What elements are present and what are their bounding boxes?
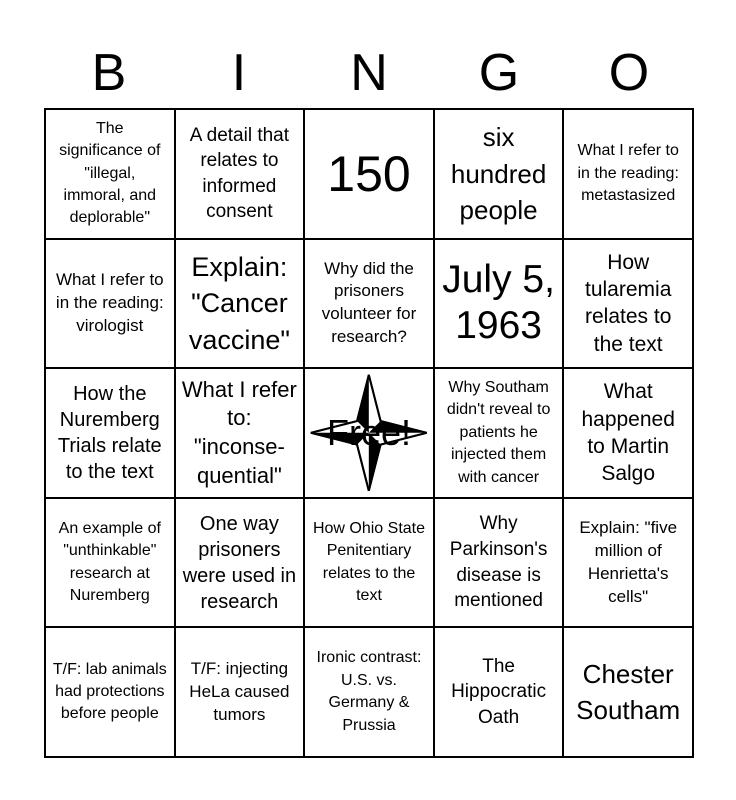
cell-text: A detail that relates to informed consent [189, 124, 290, 223]
cell-text: An example of "unthinkable" research at Nuremberg [58, 519, 161, 604]
bingo-cell-r2-c2[interactable] [175, 239, 305, 369]
cell-text: Explain: "five million of Henrietta's cells" [579, 517, 678, 606]
bingo-header [44, 40, 694, 106]
bingo-cell-r5-c3[interactable] [304, 627, 434, 757]
cell-text: What I refer to in the reading: virologist [55, 269, 164, 335]
bingo-cell-r4-c4[interactable] [434, 498, 564, 628]
bingo-cell-r5-c5[interactable] [563, 627, 693, 757]
cell-text: The significance of "illegal, immoral, and deplorable" [59, 119, 161, 227]
cell-text: T/F: injecting HeLa caused tumors [189, 658, 290, 724]
cell-text: How Ohio State Penitentiary relates to the text [312, 519, 426, 604]
header-letter-b: B [91, 44, 127, 102]
bingo-cell-r2-c4[interactable] [434, 239, 564, 369]
cell-text: What I refer to: "inconse-quential" [181, 376, 297, 488]
cell-text: 150 [327, 145, 411, 202]
free-space-label: Free! [326, 411, 411, 453]
cell-text: What I refer to in the reading: metastasized [577, 142, 679, 204]
bingo-cell-r3-c2[interactable] [175, 368, 305, 498]
bingo-cell-r4-c2[interactable] [175, 498, 305, 628]
cell-text: Chester Southam [576, 658, 681, 726]
cell-text: How tularemia relates to the text [585, 250, 672, 356]
bingo-cell-r4-c1[interactable] [45, 498, 175, 628]
cell-text: What happened to Martin Salgo [581, 380, 675, 486]
bingo-cell-r3-c4[interactable] [434, 368, 564, 498]
header-letter-g: G [478, 44, 520, 102]
cell-text: How the Nuremberg Trials relate to the text [57, 382, 162, 483]
bingo-cell-r4-c3[interactable] [304, 498, 434, 628]
header-letter-n: N [350, 44, 388, 102]
cell-text: Why Southam didn't reveal to patients he injected them with cancer [446, 379, 551, 486]
header-letter-i: I [231, 44, 247, 102]
cell-text: Ironic contrast: U.S. vs. Germany & Prussia [316, 649, 422, 734]
bingo-cell-r3-c5[interactable] [563, 368, 693, 498]
cell-text: six hundred people [450, 122, 547, 225]
bingo-cell-r5-c2[interactable] [175, 627, 305, 757]
bingo-cell-r1-c1[interactable] [45, 109, 175, 239]
header-letter-o: O [608, 44, 650, 102]
cell-text: Why Parkinson's disease is mentioned [449, 513, 548, 612]
bingo-cell-r5-c4[interactable] [434, 627, 564, 757]
free-space[interactable] [304, 368, 434, 498]
cell-text: One way prisoners were used in research [182, 512, 297, 613]
cell-text: The Hippocratic Oath [451, 655, 547, 729]
bingo-cell-r5-c1[interactable] [45, 627, 175, 757]
bingo-cell-r1-c3[interactable] [304, 109, 434, 239]
bingo-grid [44, 108, 694, 758]
cell-text: July 5, 1963 [442, 257, 555, 348]
bingo-cell-r4-c5[interactable] [563, 498, 693, 628]
bingo-cell-r3-c1[interactable] [45, 368, 175, 498]
bingo-cell-r2-c1[interactable] [45, 239, 175, 369]
bingo-cell-r2-c3[interactable] [304, 239, 434, 369]
bingo-cell-r1-c2[interactable] [175, 109, 305, 239]
cell-text: T/F: lab animals had protections before people [52, 660, 167, 723]
bingo-cell-r1-c4[interactable] [434, 109, 564, 239]
cell-text: Explain: "Cancer vaccine" [188, 251, 290, 355]
cell-text: Why did the prisoners volunteer for research? [321, 258, 417, 347]
bingo-cell-r1-c5[interactable] [563, 109, 693, 239]
bingo-cell-r2-c5[interactable] [563, 239, 693, 369]
